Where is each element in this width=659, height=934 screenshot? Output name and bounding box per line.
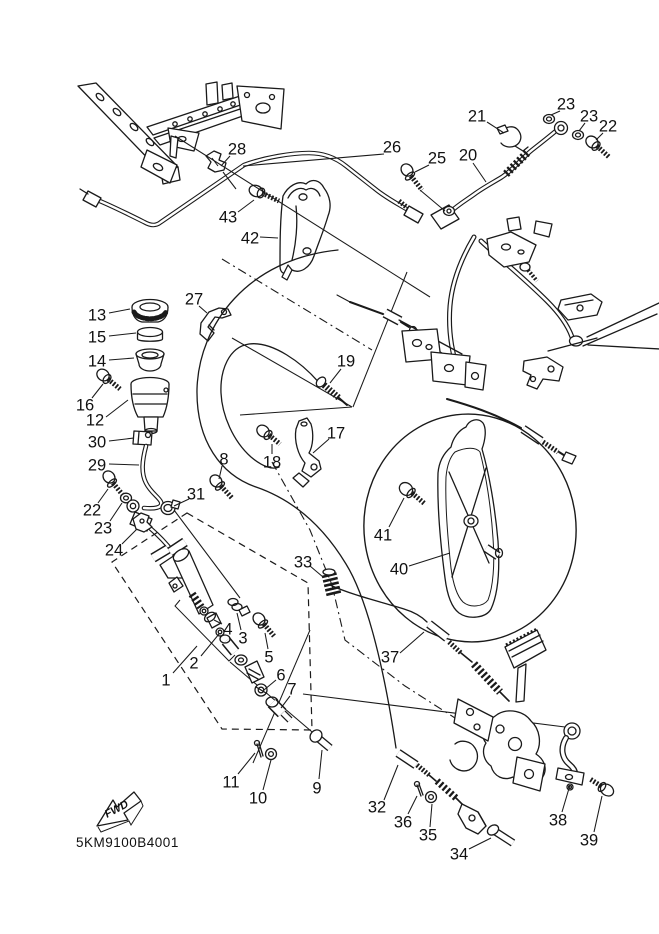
lever-38 bbox=[556, 723, 584, 790]
washer-35 bbox=[426, 792, 437, 803]
leader-line-13 bbox=[109, 309, 130, 313]
callout-23-8: 23 bbox=[579, 107, 599, 126]
leader-line-35 bbox=[430, 804, 432, 827]
callout-23-18: 23 bbox=[93, 519, 113, 538]
callout-28-0: 28 bbox=[227, 140, 247, 159]
leader-line-38 bbox=[562, 785, 570, 812]
bolt-22-top bbox=[583, 134, 609, 157]
callout-39-45: 39 bbox=[579, 831, 599, 850]
leader-line-14 bbox=[109, 358, 134, 360]
leader-line-39 bbox=[594, 796, 602, 832]
callout-12-14: 12 bbox=[85, 411, 105, 430]
alignment-lines bbox=[112, 136, 565, 763]
part-code: 5KM9100B4001 bbox=[76, 835, 179, 850]
cable-loops bbox=[197, 250, 427, 748]
clevis-pin-34 bbox=[486, 823, 513, 843]
callout-42-2: 42 bbox=[240, 229, 260, 248]
leader-line-36 bbox=[408, 796, 417, 814]
washer-23-a bbox=[544, 115, 555, 124]
leader-line-29 bbox=[109, 464, 139, 465]
leader-line-15 bbox=[109, 333, 136, 336]
callout-37-39: 37 bbox=[380, 648, 400, 667]
callout-13-10: 13 bbox=[87, 306, 107, 325]
reservoir-12 bbox=[131, 378, 169, 434]
leader-line-10 bbox=[263, 760, 271, 790]
leader-line-6 bbox=[264, 680, 276, 690]
bolt-41 bbox=[397, 480, 425, 504]
hose-clamp-30 bbox=[133, 431, 152, 445]
leader-line-24 bbox=[122, 529, 137, 544]
callout-25-4: 25 bbox=[427, 149, 447, 168]
callout-20-5: 20 bbox=[458, 146, 478, 165]
callout-1-29: 1 bbox=[161, 671, 171, 690]
leader-line-42 bbox=[260, 237, 278, 238]
callout-26-3: 26 bbox=[382, 138, 402, 157]
callout-2-30: 2 bbox=[189, 654, 199, 673]
callout-38-44: 38 bbox=[548, 811, 568, 830]
master-cylinder-assembly bbox=[153, 542, 330, 760]
cable-adjuster-19 bbox=[314, 375, 347, 405]
brake-hose-20 bbox=[431, 122, 568, 230]
leader-line-5 bbox=[265, 633, 268, 649]
callout-3-32: 3 bbox=[238, 629, 248, 648]
washer-23-b bbox=[573, 131, 584, 140]
callout-19-21: 19 bbox=[336, 352, 356, 371]
callout-23-7: 23 bbox=[556, 95, 576, 114]
leader-line-19 bbox=[330, 369, 341, 383]
callout-5-33: 5 bbox=[264, 648, 274, 667]
callout-9-38: 9 bbox=[312, 779, 322, 798]
callout-33-26: 33 bbox=[293, 553, 313, 572]
callout-21-6: 21 bbox=[467, 107, 487, 126]
callout-10-37: 10 bbox=[248, 789, 268, 808]
callout-17-22: 17 bbox=[326, 424, 346, 443]
cotter-pin-36 bbox=[415, 782, 424, 797]
callout-15-11: 15 bbox=[87, 328, 107, 347]
leader-line-32 bbox=[384, 765, 398, 800]
grommet-33 bbox=[323, 569, 335, 595]
callout-18-23: 18 bbox=[262, 453, 282, 472]
callout-35-42: 35 bbox=[418, 826, 438, 845]
leader-line-9 bbox=[319, 750, 322, 779]
reservoir-cap-13 bbox=[132, 300, 168, 323]
frame-rear-section bbox=[399, 217, 659, 390]
leader-line-2 bbox=[201, 634, 219, 656]
leader-line-30 bbox=[109, 438, 134, 441]
leader-line-12 bbox=[106, 400, 128, 417]
callout-11-36: 11 bbox=[222, 773, 240, 792]
leader-line-37 bbox=[400, 632, 424, 653]
callout-14-12: 14 bbox=[87, 352, 107, 371]
callout-6-34: 6 bbox=[276, 666, 286, 685]
leader-line-11 bbox=[238, 753, 255, 774]
leader-line-3 bbox=[237, 613, 241, 630]
callout-22-9: 22 bbox=[598, 117, 618, 136]
cable-clamp-31 bbox=[161, 500, 180, 515]
bolt-18 bbox=[254, 423, 280, 444]
callout-27-20: 27 bbox=[184, 290, 204, 309]
leader-line-41 bbox=[389, 498, 404, 527]
callout-7-35: 7 bbox=[287, 680, 297, 699]
leader-line-43 bbox=[238, 200, 254, 212]
frame-crossmember bbox=[78, 82, 284, 184]
callout-16-13: 16 bbox=[75, 396, 95, 415]
callout-36-41: 36 bbox=[393, 813, 413, 832]
callout-24-19: 24 bbox=[104, 541, 124, 560]
bracket-17 bbox=[293, 418, 321, 487]
clamp-21 bbox=[497, 125, 528, 151]
cable-37-end bbox=[429, 624, 509, 701]
cable-end-detail bbox=[337, 295, 417, 334]
callout-40-28: 40 bbox=[389, 560, 409, 579]
reservoir-hose-29 bbox=[143, 446, 162, 508]
brake-pedal-assembly bbox=[450, 629, 546, 791]
guard-40 bbox=[438, 420, 503, 617]
leader-line-23 bbox=[110, 503, 122, 521]
callout-22-17: 22 bbox=[82, 501, 102, 520]
callout-8-24: 8 bbox=[219, 450, 229, 469]
fwd-arrow-icon bbox=[97, 792, 143, 832]
callout-43-1: 43 bbox=[218, 208, 238, 227]
leader-line-20 bbox=[473, 163, 486, 182]
bolt-39 bbox=[590, 779, 616, 799]
leader-line-34 bbox=[469, 838, 491, 849]
callout-4-31: 4 bbox=[223, 620, 233, 639]
bracket-42 bbox=[280, 181, 330, 280]
callout-29-16: 29 bbox=[87, 456, 107, 475]
callout-31-25: 31 bbox=[186, 485, 206, 504]
callout-32-40: 32 bbox=[367, 798, 387, 817]
callout-30-15: 30 bbox=[87, 433, 107, 452]
callout-41-27: 41 bbox=[373, 526, 393, 545]
diaphragm-plate-15 bbox=[138, 328, 163, 342]
diaphragm-14 bbox=[136, 349, 164, 371]
fwd-label: FWD bbox=[102, 798, 131, 821]
callout-34-43: 34 bbox=[449, 845, 469, 864]
